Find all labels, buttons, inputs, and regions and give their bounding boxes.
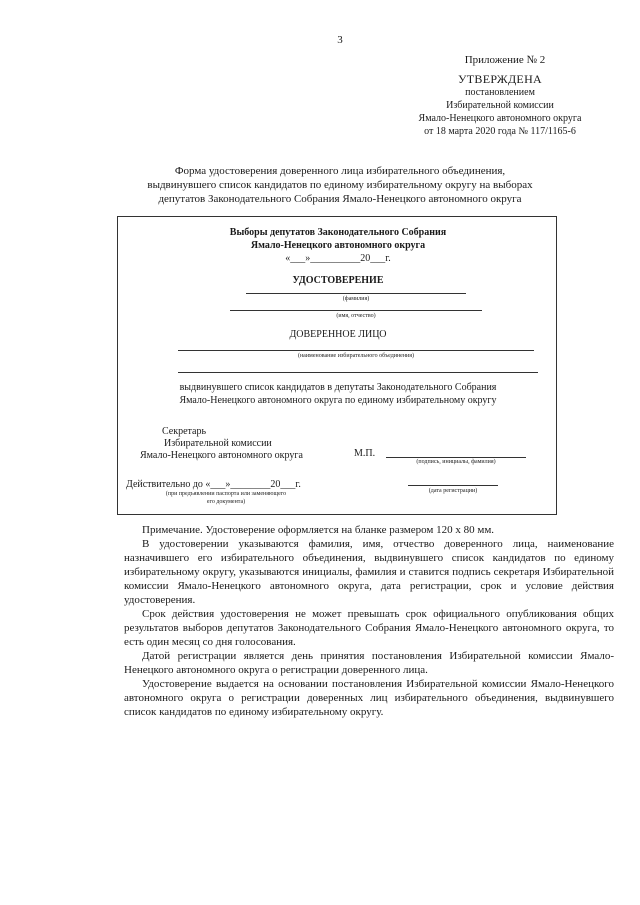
appendix-label: Приложение № 2 <box>464 54 546 66</box>
passport-hint: его документа) <box>206 499 246 505</box>
name-hint: (имя, отчество) <box>336 313 376 319</box>
cert-date-line: «___»__________20___г. <box>285 253 391 264</box>
cert-title: УДОСТОВЕРЕНИЕ <box>292 275 384 286</box>
party-line <box>178 350 534 351</box>
form-title-line: Форма удостоверения доверенного лица избирательного объединения, <box>174 165 506 177</box>
note-paragraph: В удостоверении указываются фамилия, имя, отчество доверенного лица, наименование назначившего его избирательного объединения, выдвинувшего список кандидатов по единому избирательному округу, указываются инициалы, фамилия и ставится подпись секретаря Избирательной комиссии Ямало-Ненецкого автономного округа, дата регистрации, срок и условие действия удостоверения. <box>124 538 614 606</box>
party-line-2 <box>178 372 538 373</box>
signature-hint: (подпись, инициалы, фамилия) <box>416 459 496 465</box>
notes-section <box>124 523 614 719</box>
certificate-form <box>117 216 557 515</box>
approval-title: УТВЕРЖДЕНА <box>457 72 542 86</box>
nominated-line: Ямало-Ненецкого автономного округа по единому избирательному округу <box>179 395 497 406</box>
note-paragraph: Удостоверение выдается на основании постановления Избирательной комиссии Ямало-Ненецкого автономного округа о регистрации доверенных лиц избирательного объединения, выдвинувшего список кандидатов по единому избирательному округу. <box>124 678 614 718</box>
note-paragraph: Датой регистрации является день принятия постановления Избирательной комиссии Ямало-Ненецкого автономного округа о регистрации доверенного лица. <box>124 650 614 676</box>
note-paragraph: Срок действия удостоверения не может превышать срок официального опубликования общих результатов выборов депутатов Законодательного Собрания Ямало-Ненецкого автономного округа, то есть один месяц со дня голосования. <box>124 608 614 648</box>
form-title <box>100 164 580 206</box>
form-title-line: депутатов Законодательного Собрания Ямало-Ненецкого автономного округа <box>158 193 522 205</box>
surname-hint: (фамилия) <box>342 296 370 302</box>
note-paragraph: Примечание. Удостоверение оформляется на бланке размером 120 х 80 мм. <box>142 524 495 536</box>
valid-until: Действительно до «___»________20___г. <box>126 479 301 490</box>
secretary-label: Секретарь <box>162 426 207 437</box>
surname-line <box>246 293 466 294</box>
approval-line: постановлением <box>465 87 535 98</box>
cert-role: ДОВЕРЕННОЕ ЛИЦО <box>289 329 387 340</box>
approval-line: Ямало-Ненецкого автономного округа <box>418 113 582 124</box>
approval-line: Избирательной комиссии <box>446 100 554 111</box>
registration-line <box>408 485 498 486</box>
secretary-label: Ямало-Ненецкого автономного округа <box>140 450 303 461</box>
stamp-label: М.П. <box>354 448 376 459</box>
passport-hint: (при предъявлении паспорта или заменяющего <box>165 491 287 497</box>
cert-header-line: Ямало-Ненецкого автономного округа <box>250 240 426 251</box>
secretary-label: Избирательной комиссии <box>164 438 272 449</box>
approval-block <box>380 54 620 138</box>
nominated-line: выдвинувшего список кандидатов в депутаты Законодательного Собрания <box>179 382 497 393</box>
form-title-line: выдвинувшего список кандидатов по единому избирательному округу на выборах <box>147 179 533 191</box>
party-hint: (наименование избирательного объединения) <box>297 353 415 359</box>
cert-header-line: Выборы депутатов Законодательного Собрания <box>229 227 447 238</box>
signature-line <box>386 457 526 458</box>
page-number: 3 <box>337 34 343 46</box>
approval-line: от 18 марта 2020 года № 117/1165-6 <box>424 126 576 137</box>
registration-hint: (дата регистрации) <box>428 488 478 494</box>
name-line <box>230 310 482 311</box>
